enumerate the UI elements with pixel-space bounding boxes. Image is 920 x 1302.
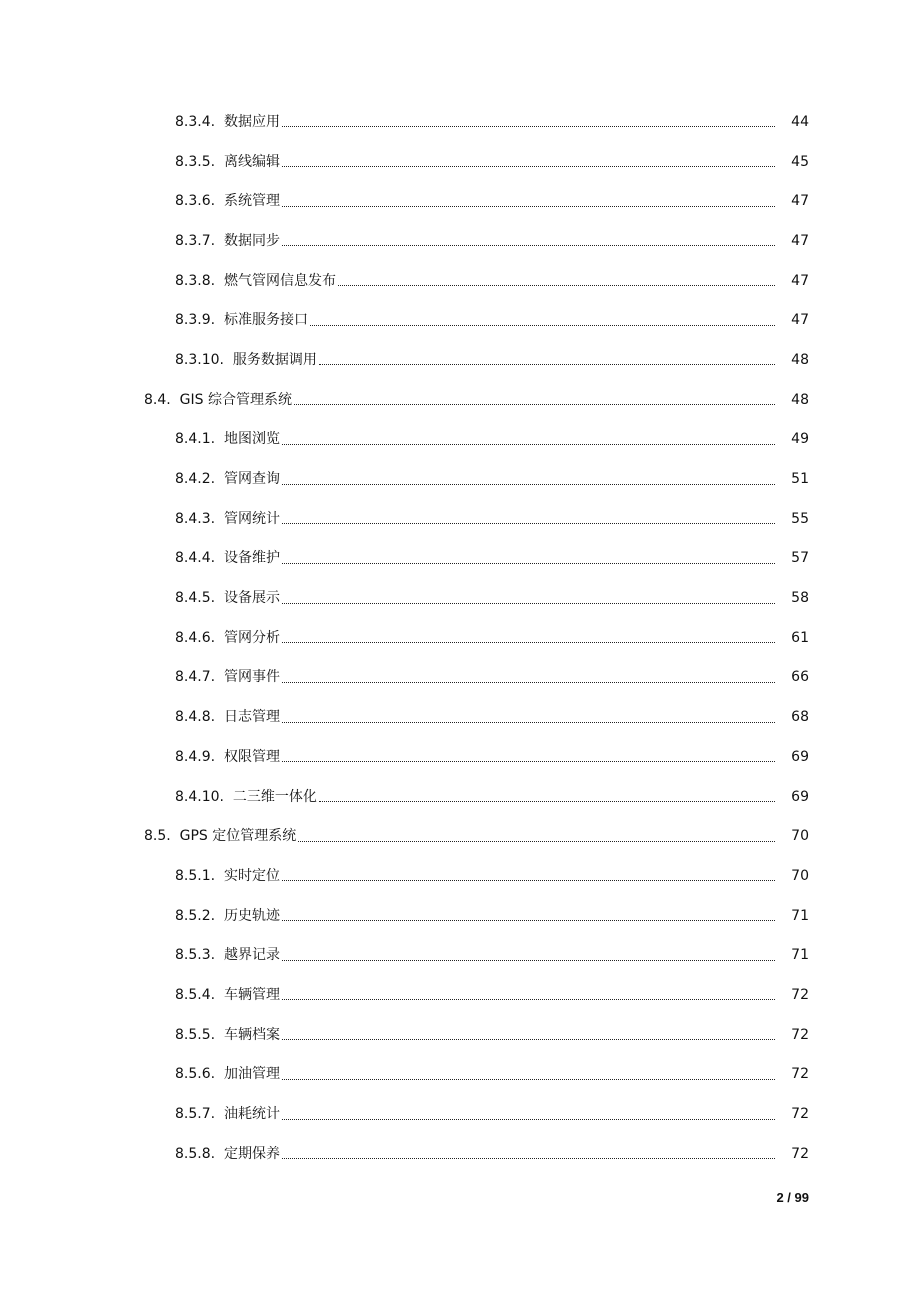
toc-entry[interactable] <box>0 380 920 420</box>
toc-entry-number: 8.3.6. <box>175 193 224 210</box>
toc-entry[interactable] <box>0 181 920 221</box>
dot-leader <box>310 324 775 326</box>
toc-entry-page: 47 <box>791 272 809 289</box>
dot-leader <box>282 1078 775 1080</box>
toc-entry-number: 8.4.6. <box>175 629 224 646</box>
toc-entry[interactable] <box>0 102 920 142</box>
toc-entry-title: 地图浏览 <box>223 431 280 448</box>
toc-entry[interactable] <box>0 578 920 618</box>
toc-entry[interactable] <box>0 816 920 856</box>
toc-entry-title: 油耗统计 <box>223 1106 280 1123</box>
toc-entry-page: 51 <box>791 471 809 488</box>
toc-entry-title: 权限管理 <box>223 748 280 765</box>
toc-entry-number: 8.4.2. <box>175 471 224 488</box>
toc-entry-title: 设备展示 <box>223 590 280 607</box>
dot-leader <box>282 165 775 167</box>
toc-entry-number: 8.4. <box>144 391 180 408</box>
toc-entry-number: 8.5.6. <box>175 1066 224 1083</box>
toc-entry-number: 8.4.5. <box>175 590 224 607</box>
toc-entry[interactable] <box>0 1015 920 1055</box>
toc-entry-number: 8.5.8. <box>175 1145 224 1162</box>
dot-leader <box>282 562 775 564</box>
toc-entry[interactable] <box>0 420 920 460</box>
toc-entry-title: 越界记录 <box>223 947 280 964</box>
dot-leader <box>282 998 775 1000</box>
toc-entry[interactable] <box>0 459 920 499</box>
toc-entry-title: 服务数据调用 <box>232 351 317 368</box>
dot-leader <box>282 879 775 881</box>
toc-entry-title: 历史轨迹 <box>223 907 280 924</box>
dot-leader <box>282 919 775 921</box>
toc-entry-page: 70 <box>791 867 809 884</box>
dot-leader <box>282 483 775 485</box>
toc-entry-page: 49 <box>791 431 809 448</box>
toc-entry[interactable] <box>0 975 920 1015</box>
toc-entry[interactable] <box>0 935 920 975</box>
toc-entry-number: 8.3.10. <box>175 351 233 368</box>
toc-entry-title: 车辆管理 <box>223 986 280 1003</box>
toc-entry-title: 标准服务接口 <box>223 312 308 329</box>
dot-leader <box>282 205 775 207</box>
toc-entry-title: 燃气管网信息发布 <box>223 272 336 289</box>
dot-leader <box>319 363 775 365</box>
toc-entry-title: GIS 综合管理系统 <box>179 391 292 408</box>
toc-entry-number: 8.3.5. <box>175 153 224 170</box>
toc-entry[interactable] <box>0 856 920 896</box>
toc-entry-page: 71 <box>791 907 809 924</box>
toc-entry-title: 系统管理 <box>223 193 280 210</box>
dot-leader <box>282 125 775 127</box>
toc-entry-number: 8.3.7. <box>175 232 224 249</box>
toc-entry-title: 实时定位 <box>223 867 280 884</box>
toc-entry[interactable] <box>0 1055 920 1095</box>
toc-entry-page: 70 <box>791 828 809 845</box>
toc-entry-page: 69 <box>791 788 809 805</box>
toc-entry-number: 8.3.4. <box>175 113 224 130</box>
toc-entry[interactable] <box>0 777 920 817</box>
toc-entry[interactable] <box>0 499 920 539</box>
toc-entry[interactable] <box>0 1134 920 1174</box>
toc-entry-page: 72 <box>791 1066 809 1083</box>
table-of-contents <box>0 102 920 1174</box>
toc-entry[interactable] <box>0 142 920 182</box>
toc-entry[interactable] <box>0 539 920 579</box>
dot-leader <box>282 1157 775 1159</box>
toc-entry-number: 8.5.3. <box>175 947 224 964</box>
toc-entry-page: 68 <box>791 709 809 726</box>
toc-entry-title: 定期保养 <box>223 1145 280 1162</box>
toc-entry-title: 设备维护 <box>223 550 280 567</box>
toc-entry[interactable] <box>0 697 920 737</box>
toc-entry[interactable] <box>0 896 920 936</box>
toc-entry-page: 48 <box>791 351 809 368</box>
toc-entry-title: 二三维一体化 <box>232 788 317 805</box>
toc-entry-number: 8.5.1. <box>175 867 224 884</box>
toc-entry[interactable] <box>0 737 920 777</box>
toc-entry-number: 8.5. <box>144 828 180 845</box>
toc-entry-page: 69 <box>791 748 809 765</box>
toc-entry-page: 72 <box>791 1106 809 1123</box>
toc-entry[interactable] <box>0 340 920 380</box>
toc-entry-page: 48 <box>791 391 809 408</box>
toc-entry-number: 8.4.10. <box>175 788 233 805</box>
toc-entry-number: 8.4.1. <box>175 431 224 448</box>
toc-entry-page: 66 <box>791 669 809 686</box>
toc-entry-page: 47 <box>791 232 809 249</box>
dot-leader <box>282 959 775 961</box>
toc-entry-number: 8.4.3. <box>175 510 224 527</box>
toc-entry[interactable] <box>0 261 920 301</box>
dot-leader <box>282 1038 775 1040</box>
toc-entry-page: 61 <box>791 629 809 646</box>
toc-entry-title: 数据应用 <box>223 113 280 130</box>
dot-leader <box>282 244 775 246</box>
toc-entry[interactable] <box>0 1094 920 1134</box>
toc-entry-number: 8.4.8. <box>175 709 224 726</box>
dot-leader <box>294 403 775 405</box>
toc-entry-title: 加油管理 <box>223 1066 280 1083</box>
toc-entry-number: 8.5.7. <box>175 1106 224 1123</box>
toc-entry-page: 47 <box>791 312 809 329</box>
toc-entry-page: 45 <box>791 153 809 170</box>
toc-entry-page: 58 <box>791 590 809 607</box>
toc-entry[interactable] <box>0 221 920 261</box>
dot-leader <box>298 840 775 842</box>
toc-entry-title: 管网分析 <box>223 629 280 646</box>
toc-entry-number: 8.4.9. <box>175 748 224 765</box>
toc-entry-title: 数据同步 <box>223 232 280 249</box>
toc-entry-title: 管网事件 <box>223 669 280 686</box>
toc-entry-number: 8.3.9. <box>175 312 224 329</box>
toc-entry-title: 日志管理 <box>223 709 280 726</box>
dot-leader <box>282 721 775 723</box>
dot-leader <box>282 1118 775 1120</box>
toc-entry-page: 57 <box>791 550 809 567</box>
toc-entry[interactable] <box>0 300 920 340</box>
toc-entry-title: 车辆档案 <box>223 1026 280 1043</box>
dot-leader <box>282 641 775 643</box>
toc-entry-page: 44 <box>791 113 809 130</box>
toc-entry-page: 55 <box>791 510 809 527</box>
dot-leader <box>282 522 775 524</box>
toc-entry-title: 管网统计 <box>223 510 280 527</box>
toc-entry-title: GPS 定位管理系统 <box>179 828 297 845</box>
toc-entry-number: 8.4.7. <box>175 669 224 686</box>
toc-entry[interactable] <box>0 618 920 658</box>
toc-entry-page: 71 <box>791 947 809 964</box>
toc-entry[interactable] <box>0 658 920 698</box>
dot-leader <box>282 602 775 604</box>
toc-entry-page: 72 <box>791 986 809 1003</box>
toc-entry-number: 8.5.4. <box>175 986 224 1003</box>
dot-leader <box>282 760 775 762</box>
toc-entry-number: 8.5.2. <box>175 907 224 924</box>
dot-leader <box>319 800 775 802</box>
dot-leader <box>282 681 775 683</box>
dot-leader <box>338 284 775 286</box>
toc-entry-page: 47 <box>791 193 809 210</box>
toc-entry-number: 8.3.8. <box>175 272 224 289</box>
toc-entry-number: 8.5.5. <box>175 1026 224 1043</box>
toc-entry-title: 离线编辑 <box>223 153 280 170</box>
toc-entry-number: 8.4.4. <box>175 550 224 567</box>
toc-entry-page: 72 <box>791 1145 809 1162</box>
toc-entry-title: 管网查询 <box>223 471 280 488</box>
page-number: 2 / 99 <box>776 1190 809 1205</box>
toc-entry-page: 72 <box>791 1026 809 1043</box>
dot-leader <box>282 443 775 445</box>
